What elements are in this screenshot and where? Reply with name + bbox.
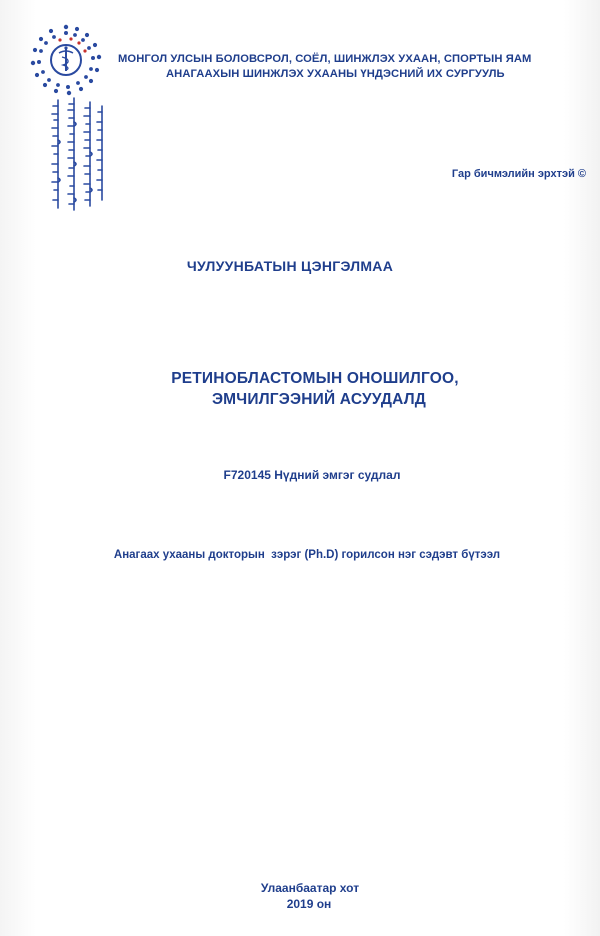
thesis-title-line-2: ЭМЧИЛГЭЭНИЙ АСУУДАЛД: [211, 391, 427, 408]
mongolian-script-text: [44, 96, 108, 214]
specialty-code-text: F720145 Нүдний эмгэг судлал: [223, 468, 401, 482]
thesis-title-line-1: РЕТИНОБЛАСТОМЫН ОНОШИЛГОО,: [171, 370, 459, 387]
copyright-notice: Гар бичмэлийн эрхтэй ©: [451, 168, 586, 180]
year: 2019 он: [286, 897, 332, 911]
degree-statement-text: Анагаах ухааны докторын зэрэг (Ph.D) горилсон нэг сэдэвт бүтээл: [113, 549, 501, 561]
city: Улаанбаатар хот: [260, 881, 360, 895]
ministry-line-1: МОНГОЛ УЛСЫН БОЛОВСРОЛ, СОЁЛ, ШИНЖЛЭХ УХААН, СПОРТЫН ЯАМ: [118, 53, 532, 65]
specialty-code: [0, 468, 600, 482]
university-name: АНАГААХЫН ШИНЖЛЭХ УХААНЫ ҮНДЭСНИЙ ИХ СУРГУУЛЬ: [166, 68, 505, 80]
author-name: [0, 258, 600, 274]
university-emblem-icon: [28, 22, 104, 98]
ministry-header: [118, 52, 600, 82]
thesis-title: [0, 368, 600, 410]
author-name-text: ЧУЛУУНБАТЫН ЦЭНГЭЛМАА: [186, 258, 394, 274]
degree-statement: [0, 549, 600, 561]
place-and-year: [0, 880, 600, 912]
